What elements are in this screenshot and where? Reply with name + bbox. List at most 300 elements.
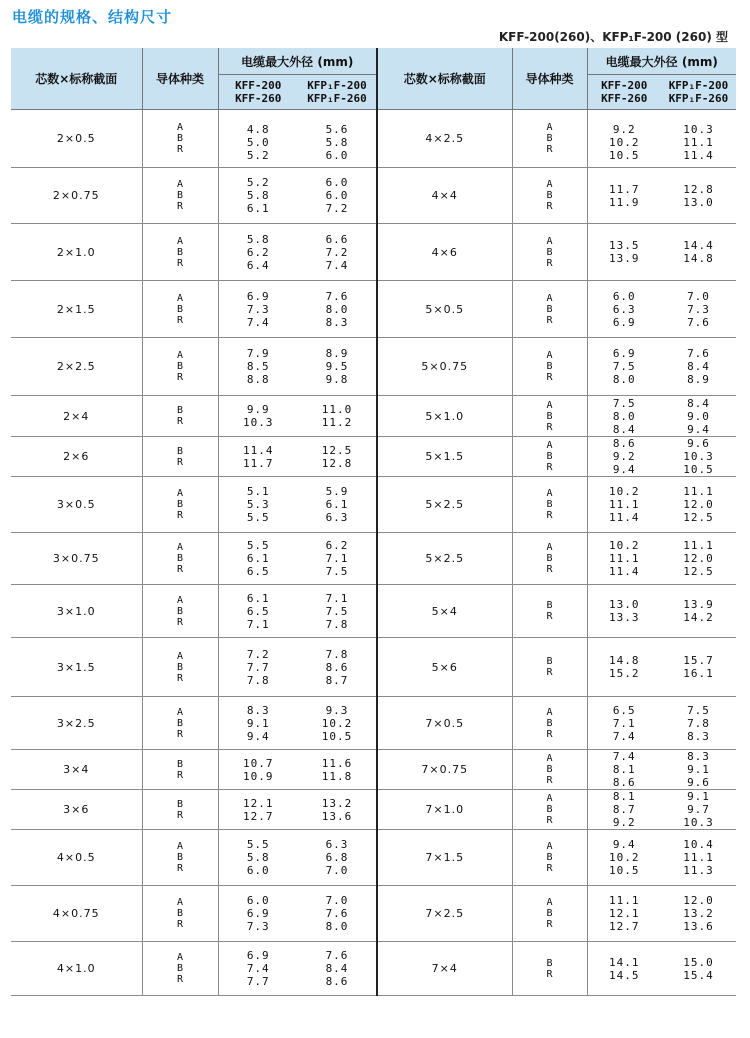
kfpf-value: 9.5 <box>325 360 349 373</box>
table-row <box>11 533 736 585</box>
kfpf-values <box>661 654 736 680</box>
conductor-list <box>513 600 587 622</box>
conductor-type: A <box>176 292 184 304</box>
conductor-type: B <box>176 553 184 564</box>
conductor-type: R <box>176 769 184 781</box>
conductor-cell <box>142 338 218 396</box>
kff-value: 4.8 <box>246 123 270 136</box>
kff-value: 12.7 <box>609 920 640 933</box>
conductor-type: B <box>176 190 184 201</box>
kfpf-value: 12.5 <box>683 511 714 524</box>
table-row <box>11 585 736 638</box>
kff-value: 13.9 <box>609 252 640 265</box>
kfpf-value: 12.5 <box>683 565 714 578</box>
kfpf-value: 8.0 <box>325 302 349 316</box>
kfpf-value: 7.5 <box>325 604 349 618</box>
kfpf-values-cell <box>298 533 377 585</box>
conductor-type: R <box>546 257 553 269</box>
spec-cell: 5×4 <box>377 585 512 638</box>
table-row <box>11 886 736 942</box>
kfpf-values-cell <box>298 790 377 830</box>
kfpf-value: 13.9 <box>683 598 714 611</box>
kff-value: 10.2 <box>609 539 640 552</box>
kff-value: 10.7 <box>243 756 274 770</box>
kfpf-values <box>298 233 376 272</box>
kff-value: 11.4 <box>609 511 640 524</box>
table-row <box>11 168 736 224</box>
kff-value: 7.8 <box>246 673 270 687</box>
header-conductor: 导体种类 <box>142 48 218 110</box>
kff-values <box>219 894 299 933</box>
kfpf-values <box>661 838 736 877</box>
kfpf-values-cell <box>661 477 736 533</box>
conductor-type: A <box>176 897 184 908</box>
kff-values-cell <box>587 830 661 886</box>
table-body <box>11 110 736 996</box>
conductor-list <box>143 405 218 427</box>
table-row <box>11 437 736 477</box>
kfpf-value: 15.7 <box>683 654 714 667</box>
kff-value: 12.7 <box>243 809 274 823</box>
kfpf-value: 10.3 <box>683 816 714 829</box>
kfpf-value: 10.3 <box>683 450 714 463</box>
kfpf-values-cell <box>298 477 377 533</box>
conductor-type: R <box>546 667 553 678</box>
conductor-type: A <box>546 292 553 304</box>
kff-value: 14.1 <box>609 955 640 969</box>
kfpf-value: 11.4 <box>683 149 714 162</box>
kff-value: 8.5 <box>246 360 270 373</box>
conductor-type: A <box>546 706 553 718</box>
kfpf-value: 5.8 <box>325 136 349 149</box>
kfpf-values <box>298 539 376 578</box>
conductor-list <box>513 400 587 433</box>
spec-cell: 2×2.5 <box>11 338 142 396</box>
conductor-type: A <box>176 952 184 963</box>
conductor-cell <box>512 697 587 750</box>
kff-value: 11.9 <box>609 195 640 209</box>
kff-values-cell <box>587 168 661 224</box>
kff-values-cell <box>587 585 661 638</box>
kff-values-cell <box>587 477 661 533</box>
kfpf-value: 10.3 <box>683 123 714 136</box>
kfpf-value: 14.4 <box>683 239 714 252</box>
kfpf-values-cell <box>661 281 736 338</box>
conductor-type: R <box>546 919 553 930</box>
conductor-type: R <box>176 809 184 821</box>
kfpf-value: 8.3 <box>325 315 349 329</box>
kfpf-values <box>298 838 376 877</box>
conductor-type: R <box>546 510 553 521</box>
table-row <box>11 790 736 830</box>
kff-values-cell <box>587 886 661 942</box>
kfpf-value: 8.4 <box>687 360 710 373</box>
kff-values-cell <box>587 110 661 168</box>
conductor-type: R <box>546 863 553 874</box>
kff-values-cell <box>587 338 661 396</box>
kfpf-value: 8.3 <box>687 729 710 743</box>
kff-value: 13.3 <box>609 611 640 624</box>
kfpf-value: 9.3 <box>325 703 349 717</box>
spec-cell: 2×0.75 <box>11 168 142 224</box>
kff-value: 9.9 <box>246 403 270 416</box>
conductor-type: B <box>176 361 184 372</box>
conductor-list <box>513 179 587 212</box>
spec-cell: 5×0.75 <box>377 338 512 396</box>
conductor-cell <box>512 638 587 697</box>
conductor-type: R <box>546 564 553 575</box>
kff-values <box>588 183 662 209</box>
conductor-list <box>513 440 587 473</box>
kff-value: 5.8 <box>246 232 270 246</box>
kfpf-values-cell <box>298 224 377 281</box>
conductor-list <box>143 542 218 575</box>
kfpf-value: 12.8 <box>321 456 353 470</box>
kff-values-cell <box>218 338 298 396</box>
kff-values <box>219 176 299 215</box>
conductor-type: B <box>546 957 553 969</box>
kff-values-cell <box>587 437 661 477</box>
kff-value: 6.0 <box>246 864 270 877</box>
conductor-cell <box>512 224 587 281</box>
conductor-type: B <box>176 133 184 144</box>
kfpf-values <box>661 704 736 743</box>
conductor-list <box>513 122 587 155</box>
kfpf-value: 5.6 <box>325 123 349 136</box>
kfpf-values <box>298 444 376 470</box>
kfpf-values <box>661 437 736 476</box>
kfpf-value: 11.3 <box>683 864 714 877</box>
kff-value: 7.7 <box>246 660 270 674</box>
kff-value: 5.3 <box>246 498 270 511</box>
kfpf-value: 9.0 <box>687 409 710 423</box>
kff-values-cell <box>218 638 298 697</box>
conductor-type: A <box>176 488 184 499</box>
conductor-cell <box>512 942 587 996</box>
conductor-cell <box>142 533 218 585</box>
conductor-type: B <box>176 798 184 810</box>
spec-cell: 4×4 <box>377 168 512 224</box>
table-row <box>11 750 736 790</box>
conductor-list <box>513 793 587 826</box>
spec-cell: 5×2.5 <box>377 533 512 585</box>
conductor-type: B <box>546 410 553 422</box>
kfpf-value: 7.5 <box>687 703 710 717</box>
conductor-list <box>143 350 218 383</box>
spec-cell: 7×1.0 <box>377 790 512 830</box>
header-outer-diameter: 电缆最大外径 (mm) <box>218 48 377 75</box>
conductor-cell <box>142 281 218 338</box>
conductor-type: R <box>546 201 553 212</box>
kfpf-value: 13.2 <box>321 796 353 810</box>
kfpf-value: 7.8 <box>325 617 349 631</box>
kff-value: 10.2 <box>609 485 640 498</box>
conductor-list <box>513 542 587 575</box>
kff-value: 14.8 <box>609 654 640 667</box>
kff-value: 12.1 <box>243 796 274 810</box>
conductor-list <box>513 841 587 874</box>
kff-value: 11.7 <box>243 456 274 470</box>
spec-cell: 2×1.5 <box>11 281 142 338</box>
kfpf-values-cell <box>661 697 736 750</box>
kff-values-cell <box>218 281 298 338</box>
kfpf-value: 7.6 <box>687 347 710 360</box>
spec-cell: 3×0.5 <box>11 477 142 533</box>
kfpf-values <box>298 648 376 687</box>
conductor-cell <box>142 477 218 533</box>
kfpf-values <box>661 115 736 162</box>
kfpf-value: 8.4 <box>325 962 349 975</box>
kfpf-values-cell <box>298 585 377 638</box>
kfpf-value: 10.5 <box>683 463 714 476</box>
kff-value: 11.1 <box>609 552 640 565</box>
conductor-cell <box>142 437 218 477</box>
kfpf-values <box>661 183 736 209</box>
conductor-list <box>143 446 218 468</box>
kff-value: 6.5 <box>612 703 636 717</box>
kff-values-cell <box>218 477 298 533</box>
conductor-cell <box>142 830 218 886</box>
kfpf-values <box>298 757 376 783</box>
kff-values <box>219 592 299 631</box>
kff-value: 7.1 <box>246 617 270 631</box>
kfpf-value: 12.8 <box>683 182 714 196</box>
kfpf-values <box>661 894 736 933</box>
kff-values <box>588 704 662 743</box>
kff-values <box>219 797 299 823</box>
spec-cell: 7×1.5 <box>377 830 512 886</box>
conductor-type: B <box>176 661 184 673</box>
table-row <box>11 638 736 697</box>
kff-value: 5.0 <box>246 136 270 149</box>
kff-value: 9.2 <box>612 816 636 829</box>
kff-value: 8.1 <box>612 790 636 803</box>
kff-value: 9.4 <box>612 463 636 476</box>
conductor-list <box>143 236 218 269</box>
kfpf-values-cell <box>661 585 736 638</box>
conductor-cell <box>512 338 587 396</box>
kfpf-values-cell <box>298 281 377 338</box>
conductor-type: A <box>546 350 553 361</box>
conductor-type: A <box>546 793 553 804</box>
conductor-type: B <box>546 804 553 815</box>
conductor-list <box>143 488 218 521</box>
kff-value: 11.7 <box>609 182 640 196</box>
kff-value: 10.2 <box>609 136 640 149</box>
kfpf-value: 7.1 <box>325 591 349 605</box>
conductor-type: A <box>176 235 184 247</box>
spec-cell: 5×6 <box>377 638 512 697</box>
spec-cell: 5×1.0 <box>377 396 512 437</box>
kff-value: 8.3 <box>246 703 270 717</box>
spec-cell: 7×0.5 <box>377 697 512 750</box>
kff-values-cell <box>587 790 661 830</box>
kfpf-value: 6.6 <box>325 232 349 246</box>
kfpf-value: 11.1 <box>683 485 714 498</box>
kff-value: 10.5 <box>609 149 640 162</box>
kfpf-value: 7.6 <box>325 907 349 920</box>
conductor-list <box>143 595 218 628</box>
kff-value: 9.1 <box>246 716 270 730</box>
conductor-type: B <box>176 445 184 457</box>
kff-value: 6.5 <box>246 604 270 618</box>
conductor-type: B <box>176 852 184 863</box>
conductor-list <box>513 293 587 326</box>
kff-value: 8.1 <box>612 763 636 776</box>
kff-values <box>588 290 662 329</box>
kfpf-values-cell <box>661 110 736 168</box>
spec-cell: 4×1.0 <box>11 942 142 996</box>
conductor-cell <box>142 942 218 996</box>
kfpf-values-cell <box>661 942 736 996</box>
conductor-type: R <box>546 968 553 980</box>
kff-value: 7.5 <box>612 396 636 410</box>
conductor-cell <box>512 281 587 338</box>
kff-values <box>588 838 662 877</box>
conductor-type: R <box>176 372 184 383</box>
kff-value: 10.9 <box>243 769 274 783</box>
kff-value: 6.1 <box>246 202 270 215</box>
kff-values <box>219 233 299 272</box>
kff-values-cell <box>218 437 298 477</box>
conductor-cell <box>512 477 587 533</box>
kff-values <box>588 485 662 524</box>
conductor-type: A <box>546 122 553 133</box>
conductor-type: A <box>176 122 184 133</box>
conductor-cell <box>512 110 587 168</box>
spec-cell: 2×4 <box>11 396 142 437</box>
conductor-type: B <box>546 656 553 667</box>
conductor-cell <box>512 830 587 886</box>
kff-values <box>588 598 662 624</box>
conductor-list <box>513 656 587 678</box>
kff-value: 8.4 <box>612 422 636 436</box>
spec-cell: 7×4 <box>377 942 512 996</box>
kfpf-value: 11.2 <box>321 416 353 429</box>
kff-value: 6.4 <box>246 258 270 272</box>
kff-value: 8.6 <box>612 437 636 450</box>
kfpf-values <box>661 239 736 265</box>
kfpf-values <box>661 790 736 829</box>
table-row <box>11 110 736 168</box>
spec-cell: 5×2.5 <box>377 477 512 533</box>
conductor-list <box>143 707 218 740</box>
conductor-list <box>513 350 587 383</box>
kff-value: 9.4 <box>612 838 636 851</box>
kff-values <box>588 115 662 162</box>
spec-cell: 4×6 <box>377 224 512 281</box>
conductor-type: A <box>176 350 184 361</box>
conductor-type: A <box>546 488 553 499</box>
conductor-list <box>513 753 587 786</box>
kfpf-value: 14.2 <box>683 611 714 624</box>
kfpf-value: 8.6 <box>325 975 349 988</box>
conductor-type: A <box>176 594 184 606</box>
kfpf-value: 9.6 <box>687 437 710 450</box>
kff-values <box>588 790 662 829</box>
kfpf-value: 7.0 <box>687 289 710 303</box>
conductor-type: R <box>546 611 553 622</box>
kfpf-values <box>298 894 376 933</box>
conductor-type: B <box>176 246 184 258</box>
kfpf-value: 7.0 <box>325 864 349 877</box>
conductor-type: A <box>546 440 553 451</box>
kfpf-value: 5.9 <box>325 485 349 498</box>
conductor-cell <box>142 168 218 224</box>
table-row <box>11 396 736 437</box>
conductor-cell <box>512 533 587 585</box>
kfpf-values <box>661 956 736 982</box>
kfpf-values-cell <box>298 830 377 886</box>
kfpf-value: 9.1 <box>687 763 710 776</box>
kff-value: 7.5 <box>612 360 636 373</box>
kff-value: 10.5 <box>609 864 640 877</box>
kff-values-cell <box>218 942 298 996</box>
conductor-type: B <box>546 361 553 372</box>
model-subtitle: KFF-200(260)、KFP₁F-200 (260) 型 <box>498 30 728 44</box>
kff-value: 15.2 <box>609 667 640 680</box>
kff-values <box>219 648 299 687</box>
kff-value: 7.4 <box>612 750 636 763</box>
kfpf-value: 12.0 <box>683 552 714 565</box>
kfpf-values <box>298 290 376 329</box>
spec-cell: 3×4 <box>11 750 142 790</box>
spec-cell: 2×0.5 <box>11 110 142 168</box>
kfpf-values-cell <box>298 396 377 437</box>
kfpf-values <box>298 176 376 215</box>
kfpf-values-cell <box>661 437 736 477</box>
kff-value: 8.7 <box>612 803 636 816</box>
kfpf-values <box>298 403 376 429</box>
conductor-type: R <box>176 144 184 155</box>
kff-value: 5.5 <box>246 539 270 552</box>
conductor-type: R <box>546 728 553 740</box>
kfpf-value: 11.1 <box>683 851 714 864</box>
kfpf-value: 7.6 <box>687 315 710 329</box>
kfpf-value: 15.4 <box>683 968 714 982</box>
conductor-type: R <box>176 201 184 212</box>
conductor-list <box>143 799 218 821</box>
conductor-type: B <box>546 600 553 611</box>
kfpf-value: 14.8 <box>683 252 714 265</box>
conductor-type: R <box>176 510 184 521</box>
kff-value: 6.9 <box>246 289 270 303</box>
kfpf-value: 15.0 <box>683 955 714 969</box>
conductor-type: B <box>176 303 184 315</box>
kfpf-value: 7.6 <box>325 949 349 962</box>
conductor-cell <box>142 224 218 281</box>
kfpf-value: 8.9 <box>325 347 349 360</box>
conductor-list <box>143 841 218 874</box>
kff-value: 5.5 <box>246 511 270 524</box>
spec-cell: 4×0.5 <box>11 830 142 886</box>
conductor-type: B <box>546 908 553 919</box>
conductor-cell <box>512 750 587 790</box>
kfpf-values-cell <box>298 437 377 477</box>
kff-value: 12.1 <box>609 907 640 920</box>
conductor-type: A <box>546 753 553 764</box>
spec-cell: 4×2.5 <box>377 110 512 168</box>
kff-values <box>219 757 299 783</box>
header-kfpf: KFP₁F-200 KFP₁F-260 <box>661 75 736 110</box>
kfpf-values-cell <box>298 942 377 996</box>
kff-values-cell <box>218 790 298 830</box>
conductor-cell <box>512 886 587 942</box>
kff-values-cell <box>587 281 661 338</box>
kfpf-values <box>298 347 376 386</box>
conductor-type: A <box>546 897 553 908</box>
spec-cell: 3×1.0 <box>11 585 142 638</box>
